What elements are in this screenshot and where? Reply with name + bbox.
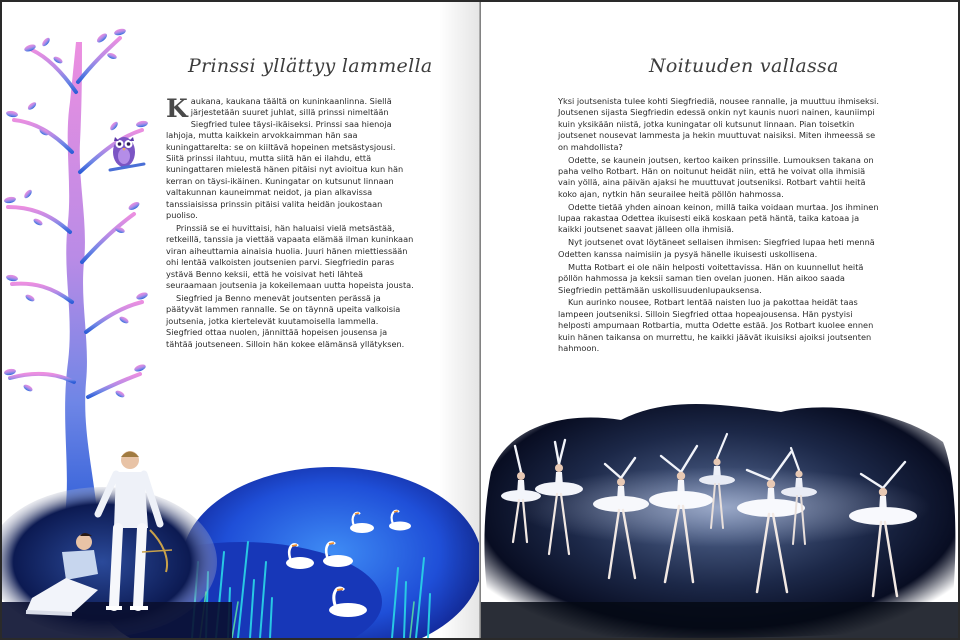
paragraph: Yksi joutsenista tulee kohti Siegfriediä, nousee rannalle, ja muuttuu ihmiseksi. Joutsenen sijasta Siegfriedin edessä onkin nyt kaunis nuori nainen, kauniimpi kuin yksikään niistä, jotka kuningatar oli kutsunut linnaan. Pian toisetkin joutsenet nousevat lammesta ja hekin muuttuvat naisiksi. Miten ihmeessä se on mahdollista? (558, 96, 879, 152)
paragraph: Siegfried ja Benno menevät joutsenten perässä ja päätyvät lammen rannalle. Se on täynnä upeita valkoisia joutsenia, jotka kiertelevät kuutamoisella lammella. Siegfried ottaa nuolen, jännittää hopeisen jousensa ja tähtää joutseneen. Silloin hän kokee elämänsä yllätyksen. (166, 292, 405, 349)
paragraph: Odette, se kaunein joutsen, kertoo kaiken prinssille. Lumouksen takana on paha velho Rotbart. Hän on noitunut heidät niin, että he voivat olla ihmisiä vain yöllä, aina päivän ajaksi he muuttuvat joutseniksi. Rotbart vahtii heitä koko ajan, nytkin hän seurailee heitä pöllön hahmossa. (558, 154, 874, 199)
left-page (2, 2, 479, 638)
paragraph: Mutta Rotbart ei ole näin helposti voitettavissa. Hän on kuunnellut heitä pöllön hahmossa ja keksii saman tien ovelan juonen. Hän aikoo saada Siegfriedin pettämään uskollisuudenlupauksensa. (558, 261, 864, 295)
chapter-title: Noituuden vallassa (649, 55, 839, 77)
body-text-right (558, 96, 883, 356)
chapter-title: Prinssi yllättyy lammella (188, 55, 433, 77)
right-page (481, 2, 958, 638)
paragraph: Prinssiä se ei huvittaisi, hän haluaisi vielä metsästää, retkeillä, tanssia ja viettää vapaata elämää ilman kuninkaan viran aiheuttamia ainaisia huolia. Juuri hänen miettiessään ohi lentää valkoisten joutsenien parvi. Siegfriedin paras ystävä Benno keksii, että he voisivat heti lähteä seuraamaan joutsenia ja kokeilemaan uutta hopeista jousta. (166, 222, 414, 290)
paragraph: Kaukana, kaukana täältä on kuninkaanlinna. Siellä järjestetään suuret juhlat, sillä prinssi nimeltään Siegfried tulee täysi-ikäiseksi. Prinssi saa hienoja lahjoja, mutta kaikkein arvokkaimman hän saa kuningattarelta: se on kiiltävä hopeinen metsästysjousi. Siitä prinssi ilahtuu, mutta siitä hän ei ilahdu, että kuningattaren mielestä hänen pitäisi nyt avioitua kun hän kerran on täysi-ikäinen. Kuningatar on kutsunut linnaan valtakunnan kauneimmat neidot, ja pian alkavissa tanssiaisissa prinssin pitäisi valita heidän joukostaan puoliso. (166, 94, 404, 221)
drop-cap: K (166, 94, 188, 123)
tree-illustration (4, 28, 149, 522)
book-spread (2, 2, 958, 638)
paragraph: Kun aurinko nousee, Rotbart lentää naisten luo ja pakottaa heidät taas lampeen joutseniksi. Silloin Siegfried ottaa hopeajousensa. Hän pystyisi helposti ampumaan Rotbartia, mutta Odette estää. Jos Rotbart kuolee ennen kuin hänen taikansa on murrettu, he kaikki jäävät ikuisiksi ajoiksi joutsenten hahmoon. (558, 297, 874, 354)
paragraph: Nyt joutsenet ovat löytäneet sellaisen ihmisen: Siegfried lupaa heti mennä Odetten kanssa naimisiin ja pysyä hänelle ikuisesti uskollisena. (558, 237, 875, 259)
ballet-prince-photo (2, 451, 232, 638)
body-text-left (166, 96, 416, 351)
paragraph: Odette tietää yhden ainoan keinon, millä taika voidaan murtaa. Jos ihminen lupaa rakastaa Odettea ikuisesti eikä koskaan petä häntä, taika katoaa ja kaikki joutsenet saavat jälleen olla ihmisiä. (558, 201, 879, 235)
